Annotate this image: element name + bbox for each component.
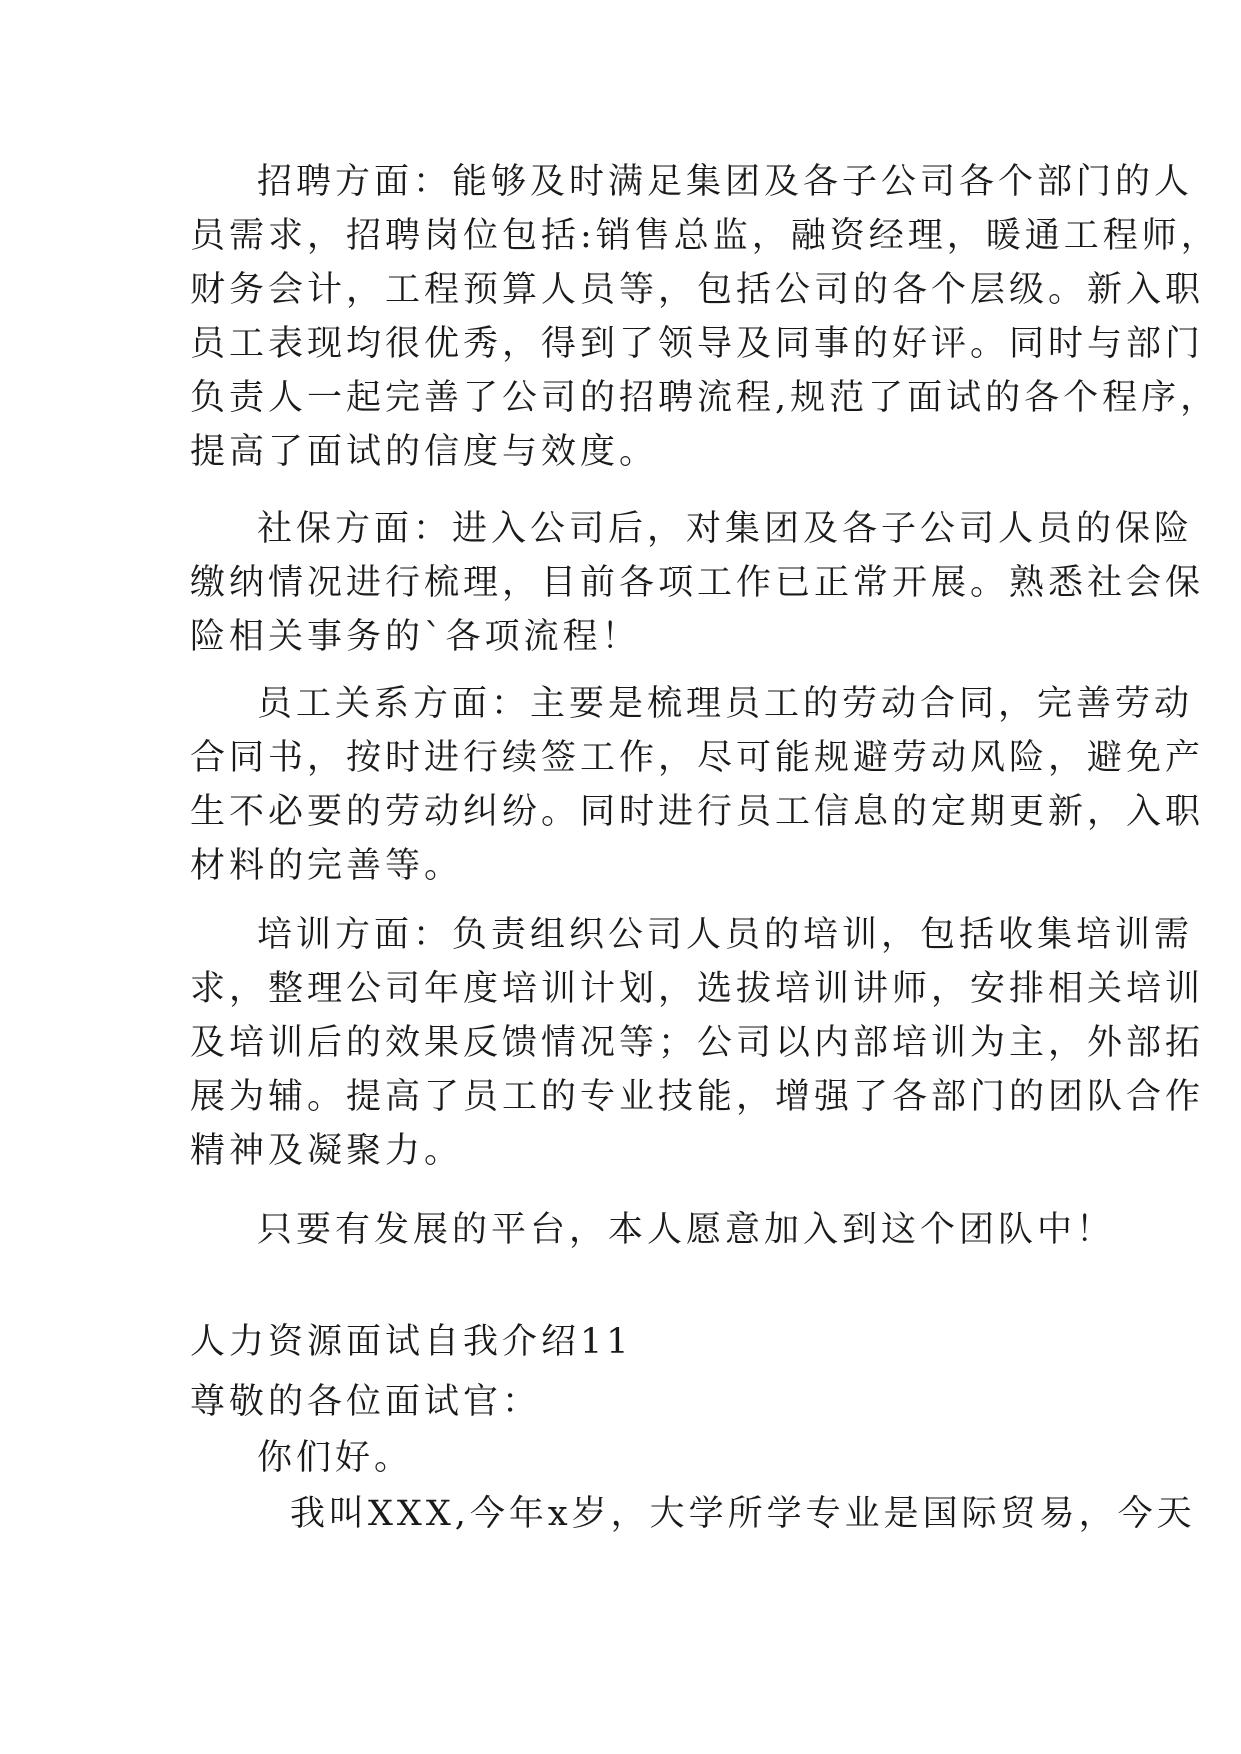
employee-relations-paragraph-line-2: 合同书，按时进行续签工作，尽可能规避劳动风险，避免产 xyxy=(190,738,1205,778)
employee-relations-paragraph-line-4: 材料的完善等。 xyxy=(190,846,464,886)
training-paragraph-line-2: 求，整理公司年度培训计划，选拔培训讲师，安排相关培训 xyxy=(190,969,1205,1009)
recruitment-paragraph-line-1: 招聘方面：能够及时满足集团及各子公司各个部门的人 xyxy=(257,162,1194,202)
training-paragraph-line-5: 精神及凝聚力。 xyxy=(190,1131,464,1171)
training-paragraph-line-1: 培训方面：负责组织公司人员的培训，包括收集培训需 xyxy=(257,915,1194,955)
recruitment-paragraph-line-2: 员需求，招聘岗位包括:销售总监，融资经理，暖通工程师， xyxy=(190,216,1220,256)
social-insurance-paragraph-line-3: 险相关事务的`各项流程！ xyxy=(190,617,641,657)
closing-statement: 只要有发展的平台，本人愿意加入到这个团队中！ xyxy=(257,1210,1116,1250)
salutation: 尊敬的各位面试官： xyxy=(190,1382,542,1422)
recruitment-paragraph-line-5: 负责人一起完善了公司的招聘流程,规范了面试的各个程序， xyxy=(190,378,1220,418)
recruitment-paragraph-line-4: 员工表现均很优秀，得到了领导及同事的好评。同时与部门 xyxy=(190,324,1205,364)
recruitment-paragraph-line-6: 提高了面试的信度与效度。 xyxy=(190,432,659,472)
self-introduction-line-1: 我叫XXX,今年x岁，大学所学专业是国际贸易，今天 xyxy=(290,1494,1196,1534)
social-insurance-paragraph-line-1: 社保方面：进入公司后，对集团及各子公司人员的保险 xyxy=(257,509,1194,549)
recruitment-paragraph-line-3: 财务会计，工程预算人员等，包括公司的各个层级。新入职 xyxy=(190,270,1205,310)
employee-relations-paragraph-line-1: 员工关系方面：主要是梳理员工的劳动合同，完善劳动 xyxy=(257,684,1194,724)
training-paragraph-line-3: 及培训后的效果反馈情况等；公司以内部培训为主，外部拓 xyxy=(190,1023,1205,1063)
section-title: 人力资源面试自我介绍11 xyxy=(190,1322,633,1362)
greeting: 你们好。 xyxy=(257,1438,414,1478)
training-paragraph-line-4: 展为辅。提高了员工的专业技能，增强了各部门的团队合作 xyxy=(190,1077,1205,1117)
social-insurance-paragraph-line-2: 缴纳情况进行梳理，目前各项工作已正常开展。熟悉社会保 xyxy=(190,563,1205,603)
employee-relations-paragraph-line-3: 生不必要的劳动纠纷。同时进行员工信息的定期更新，入职 xyxy=(190,792,1205,832)
